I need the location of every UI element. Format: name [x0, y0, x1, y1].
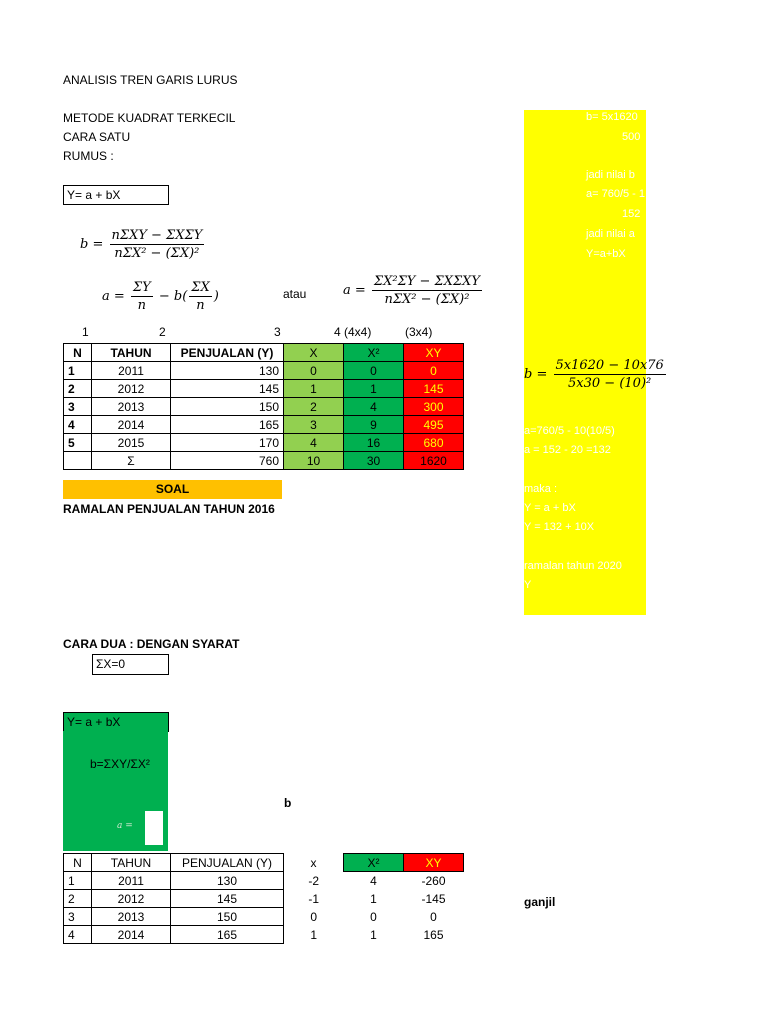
- yellow-line: 500: [622, 131, 641, 143]
- cell-x-squared[interactable]: 4: [370, 873, 377, 888]
- soal-question: RAMALAN PENJUALAN TAHUN 2016: [63, 502, 275, 516]
- formula-a-alt-fraction: [372, 274, 482, 307]
- b-formula-simple: b=ΣXY/ΣX²: [90, 757, 150, 771]
- table-row: [64, 890, 464, 908]
- formula-a: [102, 280, 219, 313]
- cell-x-squared[interactable]: 16: [344, 434, 404, 452]
- cell-xy[interactable]: 165: [423, 927, 444, 942]
- cell-x[interactable]: 0: [310, 909, 318, 924]
- page-title: ANALISIS TREN GARIS LURUS: [63, 73, 238, 87]
- cell-penjualan[interactable]: 145: [171, 380, 284, 398]
- cell-n[interactable]: 4: [64, 926, 92, 944]
- cell-total-x-squared[interactable]: 30: [344, 452, 404, 470]
- table-header-row: [64, 344, 464, 362]
- yellow-calc-line: Y = 132 + 10X: [524, 521, 595, 533]
- formula-a-frac1-num: ΣY: [132, 280, 151, 295]
- data-table-1: [63, 343, 464, 470]
- way-two-title: CARA DUA : DENGAN SYARAT: [63, 637, 240, 651]
- table-row: [64, 926, 464, 944]
- cell-tahun[interactable]: 2012: [92, 380, 171, 398]
- table-total-row: [64, 452, 464, 470]
- cell-penjualan[interactable]: 145: [171, 890, 284, 908]
- cell-tahun[interactable]: 2015: [92, 434, 171, 452]
- formula-a-frac2-den: n: [196, 298, 205, 313]
- yellow-calc-line: a = 152 - 20 =132: [524, 444, 611, 456]
- col-number-3: 3: [274, 325, 281, 339]
- cell-n[interactable]: 5: [64, 434, 92, 452]
- formula-a-minus-b: − b(: [158, 289, 188, 304]
- header-x-squared[interactable]: X²: [344, 344, 404, 362]
- header-x[interactable]: x: [310, 855, 317, 870]
- header-xy[interactable]: XY: [404, 344, 464, 362]
- cell-xy[interactable]: 300: [404, 398, 464, 416]
- yellow-line: b= 5x1620: [586, 111, 638, 123]
- cell-x[interactable]: 4: [284, 434, 344, 452]
- cell-penjualan[interactable]: 130: [171, 872, 284, 890]
- formula-box[interactable]: Y= a + bX: [63, 185, 169, 205]
- yellow-formula-lhs: b =: [524, 367, 548, 382]
- yellow-line: a= 760/5 - 1: [586, 188, 646, 200]
- formula-b: [80, 228, 206, 261]
- yellow-calc-line: Y: [524, 579, 532, 591]
- cell-n[interactable]: 3: [64, 398, 92, 416]
- cell-penjualan[interactable]: 165: [171, 416, 284, 434]
- sum-x-zero-box[interactable]: ΣX=0: [92, 654, 169, 675]
- cell-xy[interactable]: -145: [421, 891, 446, 906]
- table-row: [64, 362, 464, 380]
- table-row: [64, 380, 464, 398]
- cell-n[interactable]: 1: [64, 872, 92, 890]
- yellow-formula-numerator: 5x1620 − 10x76: [555, 358, 664, 373]
- cell-tahun[interactable]: 2014: [92, 926, 171, 944]
- cell-tahun[interactable]: 2013: [92, 398, 171, 416]
- yellow-calc-line: ramalan tahun 2020: [524, 560, 622, 572]
- data-table-2: [63, 853, 464, 944]
- formula-a-alt-denominator: nΣX² − (ΣX)²: [384, 292, 470, 307]
- table-row: [64, 908, 464, 926]
- cell-xy[interactable]: 145: [404, 380, 464, 398]
- cell-x-squared[interactable]: 1: [344, 380, 404, 398]
- header-tahun[interactable]: TAHUN: [92, 854, 171, 872]
- table-row: [64, 434, 464, 452]
- yellow-formula-fraction: [554, 358, 666, 391]
- cell-n[interactable]: 2: [64, 890, 92, 908]
- cell-penjualan[interactable]: 165: [171, 926, 284, 944]
- header-tahun[interactable]: TAHUN: [92, 344, 171, 362]
- formula-a-frac1-den: n: [137, 298, 146, 313]
- yellow-line: jadi nilai b: [586, 169, 635, 181]
- cell-xy[interactable]: 495: [404, 416, 464, 434]
- yellow-calculation-panel: [524, 110, 664, 615]
- cell-tahun[interactable]: 2011: [92, 362, 171, 380]
- cell-n[interactable]: 1: [64, 362, 92, 380]
- header-penjualan[interactable]: PENJUALAN (Y): [171, 344, 284, 362]
- table-row: [64, 416, 464, 434]
- formula-b-fraction: [110, 228, 205, 261]
- cell-penjualan[interactable]: 170: [171, 434, 284, 452]
- yellow-formula-denominator: 5x30 − (10)²: [568, 376, 652, 391]
- cell-n[interactable]: 3: [64, 908, 92, 926]
- cell-x[interactable]: 0: [284, 362, 344, 380]
- header-penjualan[interactable]: PENJUALAN (Y): [171, 854, 284, 872]
- header-x[interactable]: X: [284, 344, 344, 362]
- yellow-line: jadi nilai a: [586, 228, 635, 240]
- cell-total-xy[interactable]: 1620: [404, 452, 464, 470]
- cell-n[interactable]: 2: [64, 380, 92, 398]
- cell-x-squared[interactable]: 9: [344, 416, 404, 434]
- cell-xy[interactable]: 0: [404, 362, 464, 380]
- yellow-calc-line: maka :: [524, 483, 558, 495]
- ganjil-label: ganjil: [524, 895, 556, 909]
- cell-tahun[interactable]: 2011: [92, 872, 171, 890]
- cell-x[interactable]: -1: [308, 891, 320, 906]
- cell-penjualan[interactable]: 150: [171, 398, 284, 416]
- cell-total-penjualan[interactable]: 760: [171, 452, 284, 470]
- cell-penjualan[interactable]: 150: [171, 908, 284, 926]
- cell-tahun[interactable]: 2012: [92, 890, 171, 908]
- soal-banner: SOAL: [63, 480, 282, 499]
- cell-total-x[interactable]: 10: [284, 452, 344, 470]
- table-header-row: [64, 854, 464, 872]
- b-label: b: [284, 796, 292, 810]
- formula-a-alt-numerator: ΣX²ΣY − ΣXΣXY: [373, 274, 480, 289]
- formula-a-frac2-num: ΣX: [191, 280, 210, 295]
- cell-xy[interactable]: -260: [421, 873, 446, 888]
- cell-xy[interactable]: 0: [430, 909, 437, 924]
- col-number-1: 1: [82, 325, 89, 339]
- formula-b-lhs: b =: [80, 237, 104, 252]
- header-n[interactable]: N: [64, 344, 92, 362]
- yellow-calc-line: a=760/5 - 10(10/5): [524, 425, 615, 437]
- header-n[interactable]: N: [64, 854, 92, 872]
- formula-a-lhs: a =: [102, 289, 125, 304]
- col-number-2: 2: [159, 325, 166, 339]
- col-number-5: (3x4): [405, 325, 433, 339]
- cell-x[interactable]: -2: [308, 873, 320, 888]
- method-label: METODE KUADRAT TERKECIL: [63, 111, 236, 125]
- header-xy[interactable]: XY: [404, 854, 464, 872]
- cell-sigma[interactable]: Σ: [92, 452, 171, 470]
- green-formula-panel: [63, 731, 168, 851]
- formula-a-frac1: [131, 280, 153, 313]
- or-label: atau: [283, 287, 307, 301]
- formula-a-frac2: [189, 280, 211, 313]
- cell-x[interactable]: 1: [310, 927, 318, 942]
- partial-formula-image: [145, 811, 163, 845]
- cell-x-squared[interactable]: 1: [370, 891, 377, 906]
- yellow-line: 152: [622, 208, 641, 220]
- col-number-4: 4 (4x4): [334, 325, 372, 339]
- header-x-squared[interactable]: X²: [344, 854, 404, 872]
- formula-a-close: ): [213, 289, 219, 304]
- formula-b-numerator: nΣXY − ΣXΣY: [111, 228, 203, 243]
- formula-box-2[interactable]: Y= a + bX: [63, 712, 169, 732]
- way-one-label: CARA SATU: [63, 130, 131, 144]
- yellow-line: Y=a+bX: [586, 248, 626, 260]
- cell-x[interactable]: 2: [284, 398, 344, 416]
- cell-x-squared[interactable]: 0: [344, 362, 404, 380]
- formula-a-alt: [343, 274, 484, 307]
- cell-total-n[interactable]: [64, 452, 92, 470]
- cell-x[interactable]: 1: [284, 380, 344, 398]
- cell-x-squared[interactable]: 4: [344, 398, 404, 416]
- table-row: [64, 398, 464, 416]
- cell-x-squared[interactable]: 1: [370, 927, 377, 942]
- formula-a-alt-lhs: a =: [343, 283, 366, 298]
- cell-xy[interactable]: 680: [404, 434, 464, 452]
- formula-b-denominator: nΣX² − (ΣX)²: [114, 246, 200, 261]
- formula-label: RUMUS :: [63, 149, 114, 163]
- cell-tahun[interactable]: 2014: [92, 416, 171, 434]
- cell-x-squared[interactable]: 0: [370, 909, 377, 924]
- yellow-formula: [524, 358, 668, 391]
- cell-tahun[interactable]: 2013: [92, 908, 171, 926]
- cell-x[interactable]: 3: [284, 416, 344, 434]
- cell-n[interactable]: 4: [64, 416, 92, 434]
- cell-penjualan[interactable]: 130: [171, 362, 284, 380]
- table-row: [64, 872, 464, 890]
- a-formula-partial: a =: [117, 821, 133, 831]
- yellow-calc-line: Y = a + bX: [524, 502, 576, 514]
